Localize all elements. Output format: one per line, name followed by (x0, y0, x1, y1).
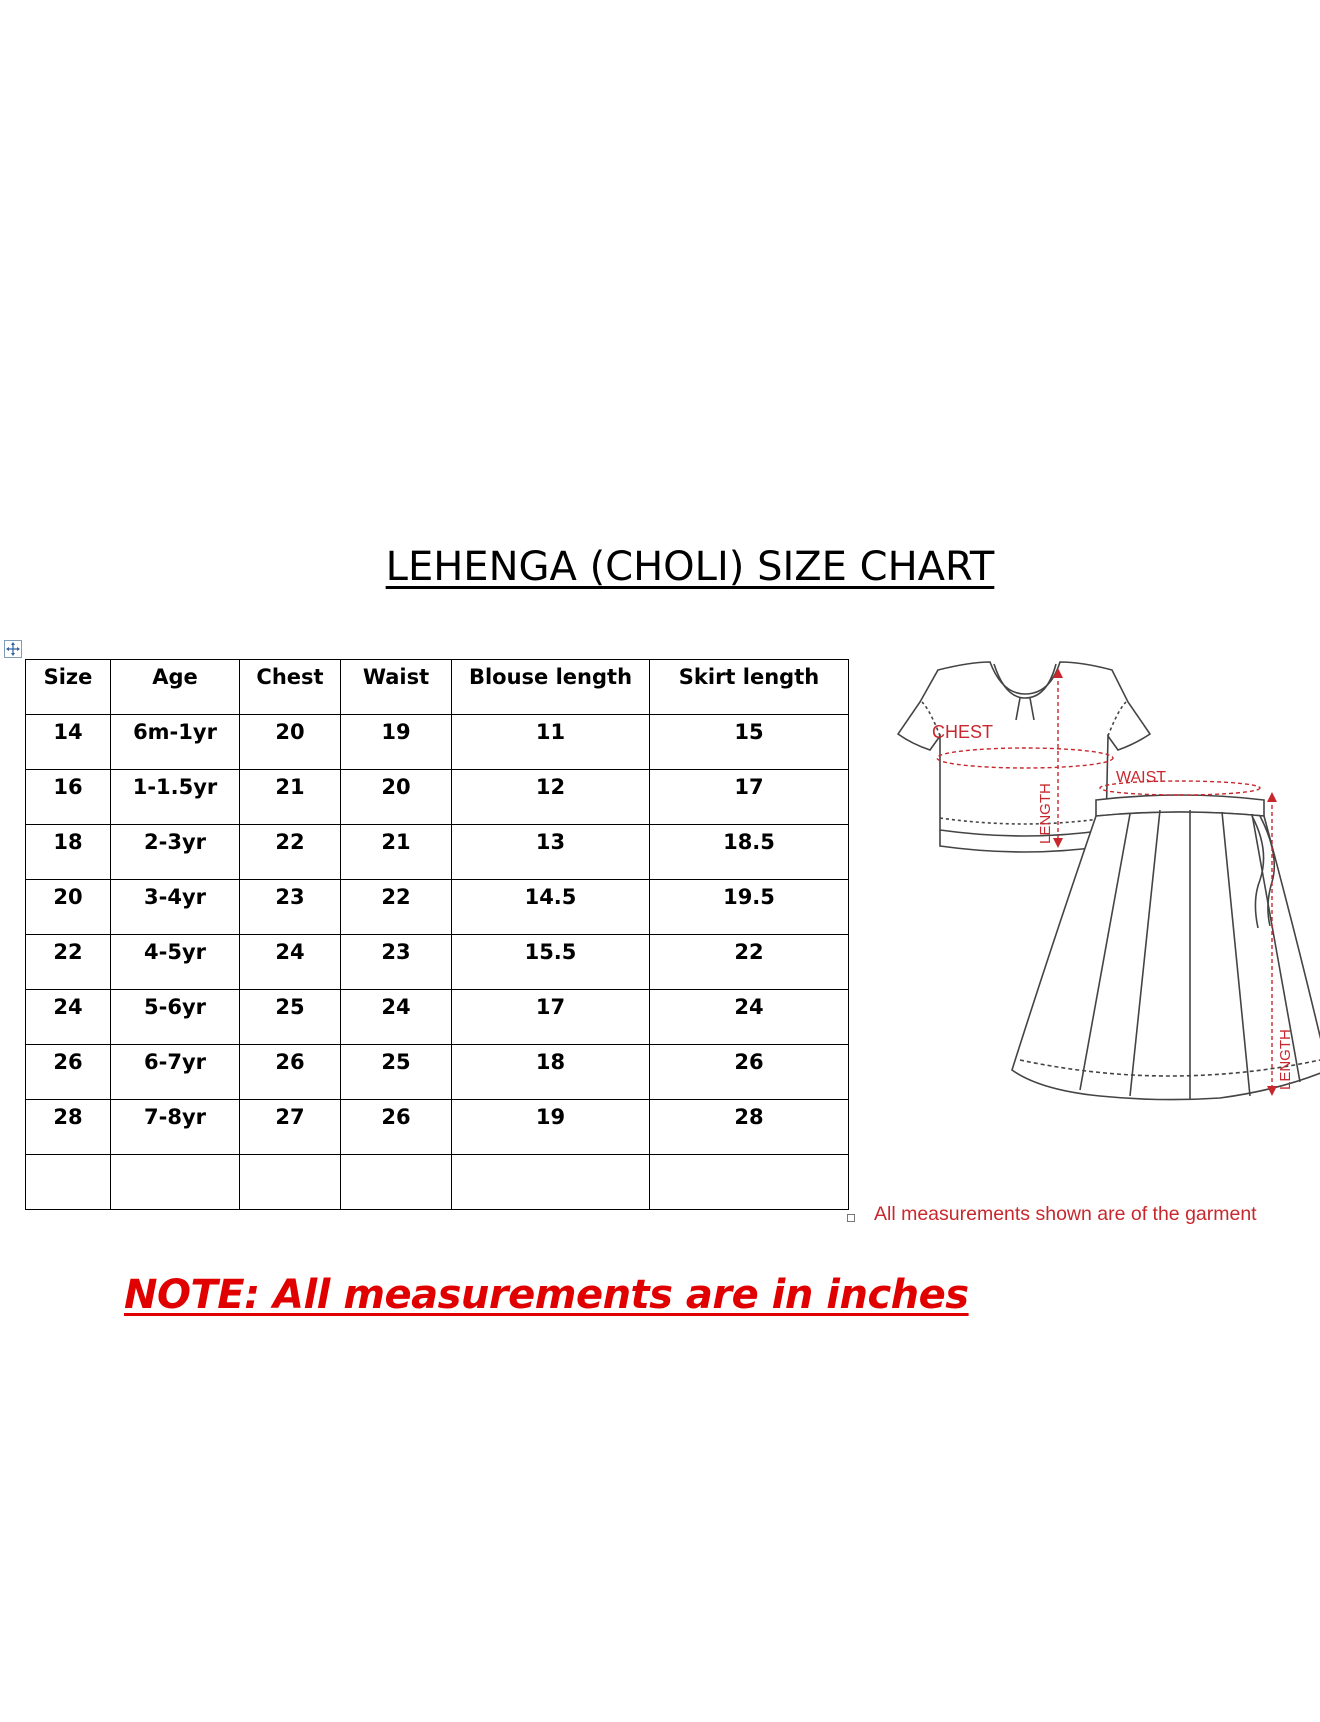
cell-waist: 19 (341, 715, 452, 770)
cell-blouse-length: 12 (452, 770, 650, 825)
table-row (26, 880, 849, 935)
cell-waist: 25 (341, 1045, 452, 1100)
table-header-row (26, 660, 849, 715)
cell-waist: 22 (341, 880, 452, 935)
cell-size: 16 (26, 770, 111, 825)
cell-age: 6m-1yr (111, 715, 240, 770)
cell-chest: 24 (240, 935, 341, 990)
cell-chest: 22 (240, 825, 341, 880)
header-blouse-length: Blouse length (452, 660, 650, 715)
table-resize-handle[interactable] (847, 1214, 855, 1222)
header-size: Size (26, 660, 111, 715)
header-skirt-length: Skirt length (650, 660, 849, 715)
table-row-empty (26, 1155, 849, 1210)
cell-size: 28 (26, 1100, 111, 1155)
cell-size: 26 (26, 1045, 111, 1100)
cell-blouse-length: 18 (452, 1045, 650, 1100)
cell-waist: 23 (341, 935, 452, 990)
cell-skirt-length: 26 (650, 1045, 849, 1100)
table-row (26, 715, 849, 770)
cell-age: 5-6yr (111, 990, 240, 1045)
cell-size: 24 (26, 990, 111, 1045)
table-row (26, 990, 849, 1045)
cell-skirt-length: 17 (650, 770, 849, 825)
cell-chest: 27 (240, 1100, 341, 1155)
cell-chest: 26 (240, 1045, 341, 1100)
cell-skirt-length: 28 (650, 1100, 849, 1155)
cell-size: 18 (26, 825, 111, 880)
cell-skirt-length: 19.5 (650, 880, 849, 935)
cell-chest: 21 (240, 770, 341, 825)
header-chest: Chest (240, 660, 341, 715)
cell-size: 22 (26, 935, 111, 990)
arrow-up-icon (1267, 792, 1277, 802)
cell-chest: 20 (240, 715, 341, 770)
cell-waist: 20 (341, 770, 452, 825)
table-row (26, 1100, 849, 1155)
cell-blouse-length: 11 (452, 715, 650, 770)
table-row (26, 935, 849, 990)
cell-blouse-length: 15.5 (452, 935, 650, 990)
cell-chest: 23 (240, 880, 341, 935)
cell-age: 4-5yr (111, 935, 240, 990)
cell-blouse-length (452, 1155, 650, 1210)
table-row (26, 825, 849, 880)
header-age: Age (111, 660, 240, 715)
cell-blouse-length: 14.5 (452, 880, 650, 935)
cell-skirt-length: 18.5 (650, 825, 849, 880)
cell-blouse-length: 13 (452, 825, 650, 880)
cell-age: 3-4yr (111, 880, 240, 935)
cell-skirt-length (650, 1155, 849, 1210)
cell-age: 7-8yr (111, 1100, 240, 1155)
cell-age: 6-7yr (111, 1045, 240, 1100)
waist-label: WAIST (1116, 769, 1167, 786)
arrow-down-icon (1267, 1086, 1277, 1096)
garment-illustration (860, 650, 1320, 1210)
page-title: LEHENGA (CHOLI) SIZE CHART (385, 544, 995, 590)
cell-waist (341, 1155, 452, 1210)
cell-waist: 21 (341, 825, 452, 880)
cell-skirt-length: 22 (650, 935, 849, 990)
cell-chest: 25 (240, 990, 341, 1045)
measurement-note: NOTE: All measurements are in inches (124, 1272, 969, 1318)
table-move-icon[interactable] (4, 640, 22, 658)
blouse-length-label: LENGTH (1037, 783, 1054, 844)
cell-size (26, 1155, 111, 1210)
cell-waist: 26 (341, 1100, 452, 1155)
table-row (26, 1045, 849, 1100)
cell-age (111, 1155, 240, 1210)
chest-label: CHEST (932, 722, 994, 742)
header-waist: Waist (341, 660, 452, 715)
cell-skirt-length: 24 (650, 990, 849, 1045)
cell-waist: 24 (341, 990, 452, 1045)
cell-size: 20 (26, 880, 111, 935)
cell-age: 1-1.5yr (111, 770, 240, 825)
cell-blouse-length: 17 (452, 990, 650, 1045)
skirt-length-label: LENGTH (1277, 1029, 1294, 1090)
size-table (25, 659, 849, 1210)
cell-age: 2-3yr (111, 825, 240, 880)
cell-skirt-length: 15 (650, 715, 849, 770)
cell-blouse-length: 19 (452, 1100, 650, 1155)
cell-size: 14 (26, 715, 111, 770)
illustration-caption: All measurements shown are of the garment (874, 1203, 1257, 1225)
arrow-down-icon (1053, 838, 1063, 848)
table-row (26, 770, 849, 825)
cell-chest (240, 1155, 341, 1210)
